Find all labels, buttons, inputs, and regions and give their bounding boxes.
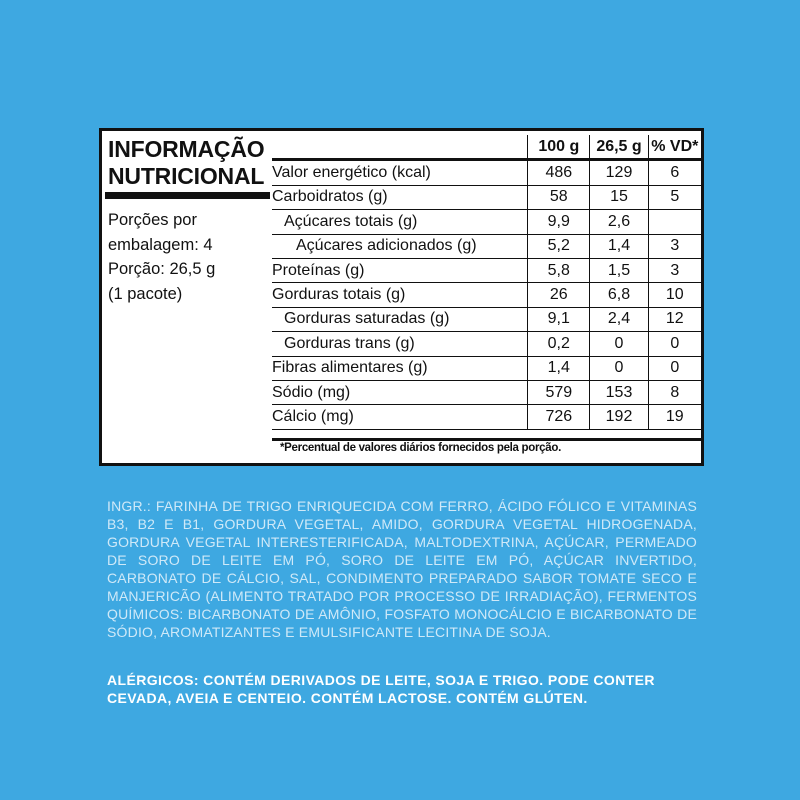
servings-line: (1 pacote): [108, 284, 183, 303]
nutrient-name: Valor energético (kcal): [272, 164, 431, 182]
servings-line: Porção: 26,5 g: [108, 260, 216, 278]
value-per-100g: 486: [528, 160, 590, 185]
value-daily: [648, 210, 701, 234]
nutrition-facts-label: [99, 128, 704, 466]
nutrient-name: Açúcares totais (g): [284, 212, 418, 230]
table-row: [272, 210, 701, 234]
nutrient-name: Gorduras trans (g): [284, 334, 415, 352]
servings-line: embalagem: 4: [108, 235, 213, 254]
nutrient-name: Cálcio (mg): [272, 407, 354, 425]
table-row: [272, 356, 701, 380]
value-per-portion: 129: [590, 160, 648, 185]
servings-line: Porções por: [108, 211, 197, 229]
table-row: [272, 283, 701, 307]
header-per-portion: 26,5 g: [590, 135, 648, 160]
value-daily: 0: [648, 332, 701, 356]
value-daily: 0: [648, 356, 701, 380]
nutrient-name: Açúcares adicionados (g): [296, 237, 477, 255]
nutrient-name: Fibras alimentares (g): [272, 359, 428, 377]
value-per-portion: 0: [590, 356, 648, 380]
value-daily: 3: [648, 234, 701, 258]
value-per-100g: 9,1: [528, 307, 590, 331]
table-row: [272, 234, 701, 258]
allergens-text: ALÉRGICOS: CONTÉM DERIVADOS DE LEITE, SOJA E TRIGO. PODE CONTER CEVADA, AVEIA E CENTEIO. CONTÉM LACTOSE. CONTÉM GLÚTEN.: [107, 672, 655, 706]
footnote: *Percentual de valores diários fornecidos pela porção.: [280, 442, 561, 454]
table-row: [272, 185, 701, 209]
value-daily: 12: [648, 307, 701, 331]
servings-info: [108, 208, 215, 306]
value-per-100g: 726: [528, 405, 590, 429]
table-row: [272, 258, 701, 282]
value-per-portion: 1,4: [590, 234, 648, 258]
value-per-100g: 9,9: [528, 210, 590, 234]
nutrient-name: Proteínas (g): [272, 261, 365, 279]
value-per-portion: 192: [590, 405, 648, 429]
nutrient-name: Gorduras totais (g): [272, 286, 406, 304]
table-row: [272, 380, 701, 404]
table-header-row: [272, 135, 701, 160]
value-daily: 19: [648, 405, 701, 429]
table-row: [272, 332, 701, 356]
nutrient-name: Carboidratos (g): [272, 188, 388, 206]
value-daily: 5: [648, 185, 701, 209]
value-daily: 8: [648, 380, 701, 404]
table-row: [272, 160, 701, 185]
value-per-100g: 579: [528, 380, 590, 404]
label-title: [108, 136, 264, 190]
value-per-100g: 5,2: [528, 234, 590, 258]
title-line-1: INFORMAÇÃO: [108, 136, 265, 162]
value-per-100g: 5,8: [528, 258, 590, 282]
value-per-portion: 15: [590, 185, 648, 209]
header-per-100g: 100 g: [528, 135, 590, 160]
title-bar: [105, 192, 270, 199]
nutrient-name: Gorduras saturadas (g): [284, 310, 450, 328]
value-per-portion: 2,6: [590, 210, 648, 234]
value-daily: 10: [648, 283, 701, 307]
value-per-portion: 1,5: [590, 258, 648, 282]
value-per-portion: 153: [590, 380, 648, 404]
value-per-portion: 6,8: [590, 283, 648, 307]
value-per-100g: 58: [528, 185, 590, 209]
header-name: [272, 135, 528, 160]
value-per-100g: 26: [528, 283, 590, 307]
value-per-portion: 2,4: [590, 307, 648, 331]
value-per-100g: 0,2: [528, 332, 590, 356]
title-line-2: NUTRICIONAL: [108, 163, 265, 189]
value-daily: 3: [648, 258, 701, 282]
value-per-portion: 0: [590, 332, 648, 356]
table-row: [272, 307, 701, 331]
nutrient-name: Sódio (mg): [272, 383, 351, 401]
table-row: [272, 405, 701, 429]
value-daily: 6: [648, 160, 701, 185]
nutrition-table: [272, 135, 701, 430]
header-daily-value: % VD*: [648, 135, 701, 160]
value-per-100g: 1,4: [528, 356, 590, 380]
ingredients-text: INGR.: FARINHA DE TRIGO ENRIQUECIDA COM FERRO, ÁCIDO FÓLICO E VITAMINAS B3, B2 E B1, GORDURA VEGETAL, AMIDO, GORDURA VEGETAL HIDROGENADA, GORDURA VEGETAL INTERESTERIFICADA, MALTODEXTRINA, AÇÚCAR, PERMEADO DE SORO DE LEITE EM PÓ, SORO DE LEITE EM PÓ, AÇÚCAR INVERTIDO, CARBONATO DE CÁLCIO, SAL, CONDIMENTO PREPARADO SABOR TOMATE SECO E MANJERICÃO (ALIMENTO TRATADO POR PROCESSO DE IRRADIAÇÃO), FERMENTOS QUÍMICOS: BICARBONATO DE AMÔNIO, FOSFATO MONOCÁLCIO E BICARBONATO DE SÓDIO, AROMATIZANTES E EMULSIFICANTE LECITINA DE SOJA.: [107, 498, 697, 640]
footnote-rule: [272, 438, 701, 441]
